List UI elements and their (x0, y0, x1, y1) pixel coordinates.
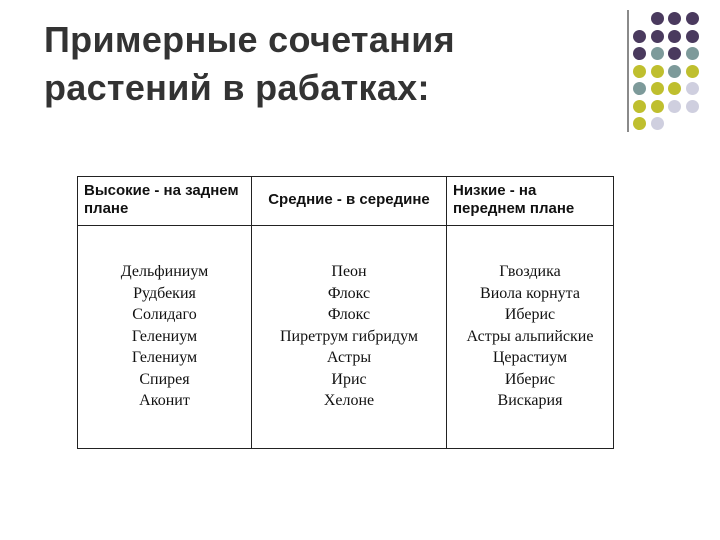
decorative-dot (668, 100, 681, 113)
header-cell-low (447, 177, 614, 226)
slide-title-line-2: растений в рабатках: (44, 67, 430, 108)
decorative-vertical-line (627, 10, 629, 132)
slide-title-line-1: Примерные сочетания (44, 19, 455, 60)
list-item: Астры (326, 349, 372, 366)
decorative-dot (633, 100, 646, 113)
table-body-row (78, 226, 614, 449)
decorative-dot (668, 30, 681, 43)
decorative-dot (668, 47, 681, 60)
decorative-dot (651, 65, 664, 78)
table-header-row (78, 177, 614, 226)
decorative-dot (668, 82, 681, 95)
list-item: Спирея (139, 370, 190, 388)
list-item: Ирис (331, 370, 367, 388)
decorative-dot (686, 30, 699, 43)
decorative-dot (633, 47, 646, 60)
tall-plants-list (78, 226, 251, 412)
list-item: Гелениум (131, 327, 198, 345)
list-item: Пеон (331, 263, 367, 280)
decorative-dot (686, 82, 699, 95)
decorative-dot (633, 30, 646, 43)
decorative-dot (668, 12, 681, 25)
decorative-dot (651, 117, 664, 130)
plant-combinations-table (77, 176, 614, 449)
decorative-dot (686, 100, 699, 113)
medium-plants-list (252, 226, 446, 412)
list-item: Пиретрум гибридум (280, 327, 418, 345)
decorative-dot (633, 82, 646, 95)
decorative-dot (686, 47, 699, 60)
decorative-dot (651, 47, 664, 60)
list-item: Флокс (327, 284, 371, 302)
list-item: Флокс (327, 306, 371, 323)
list-item: Солидаго (132, 306, 197, 323)
list-item: Хелоне (323, 392, 375, 409)
header-low-label: Низкие - на переднем плане (453, 182, 575, 217)
decorative-dot (633, 117, 646, 130)
list-item: Виола корнута (480, 284, 580, 302)
header-medium-label: Средние - в середине (268, 191, 430, 208)
list-item: Иберис (504, 306, 556, 323)
decorative-dot (651, 30, 664, 43)
decorative-dot (686, 65, 699, 78)
list-item: Аконит (139, 392, 190, 409)
decorative-dot (633, 65, 646, 78)
column-low (447, 226, 614, 449)
list-item: Иберис (504, 370, 556, 388)
list-item: Астры альпийские (466, 327, 594, 345)
column-tall (78, 226, 252, 449)
list-item: Дельфиниум (120, 263, 209, 280)
decorative-dot (686, 12, 699, 25)
header-tall-label: Высокие - на заднем плане (84, 182, 239, 217)
decorative-dot (651, 12, 664, 25)
list-item: Рудбекия (133, 284, 196, 302)
decorative-dot (651, 82, 664, 95)
decorative-dot (651, 100, 664, 113)
column-medium (252, 226, 447, 449)
low-plants-list (447, 226, 613, 412)
header-cell-medium (252, 177, 447, 226)
list-item: Церастиум (492, 349, 568, 366)
slide-title (44, 16, 604, 112)
header-cell-tall (78, 177, 252, 226)
decorative-dot (668, 65, 681, 78)
list-item: Гелениум (131, 349, 198, 366)
list-item: Вискария (497, 392, 563, 409)
list-item: Гвоздика (499, 263, 561, 280)
